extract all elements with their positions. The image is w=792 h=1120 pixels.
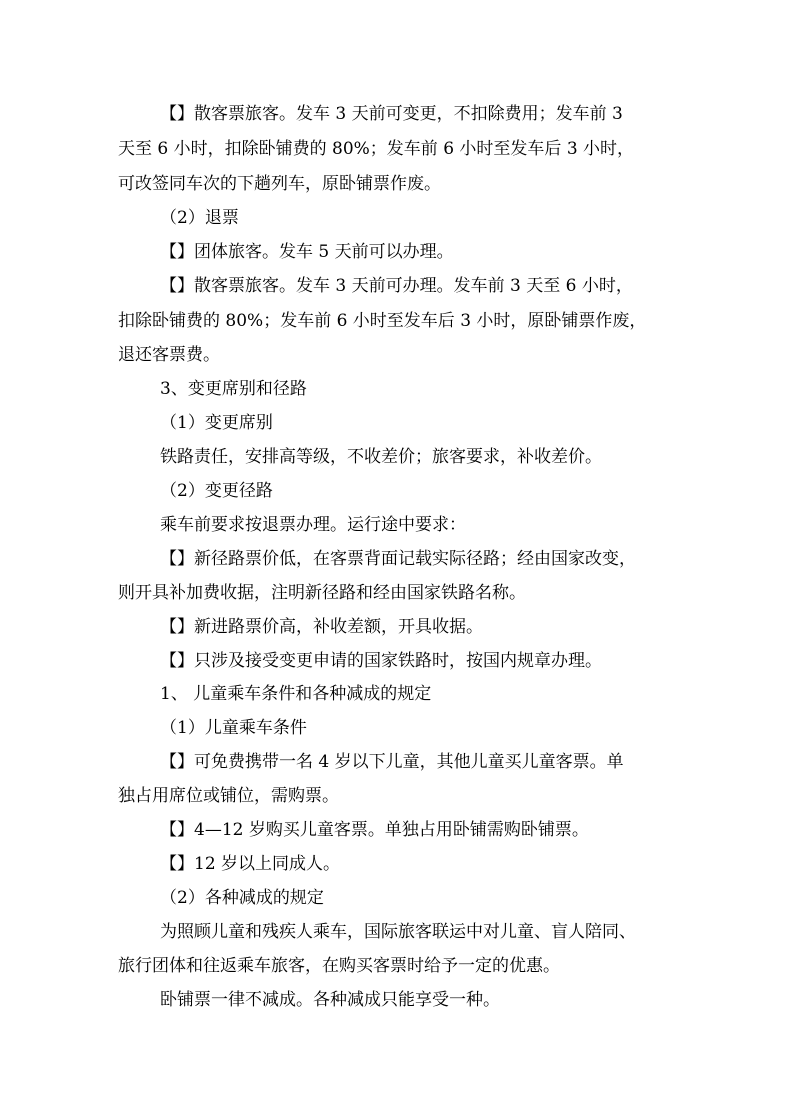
subsection-heading: （2）变更径路 xyxy=(160,481,273,501)
subsection-heading: （1）儿童乘车条件 xyxy=(160,718,307,738)
paragraph-line: 卧铺票一律不减成。各种减成只能享受一种。 xyxy=(160,990,500,1010)
subsection-heading: （2）退票 xyxy=(160,208,239,228)
paragraph-line: 【】新径路票价低，在客票背面记载实际径路；经由国家改变， xyxy=(160,549,636,569)
paragraph-line: 【】散客票旅客。发车 3 天前可办理。发车前 3 天至 6 小时， xyxy=(160,276,633,296)
paragraph-line: 【】可免费携带一名 4 岁以下儿童，其他儿童买儿童客票。单 xyxy=(160,752,624,772)
paragraph-line: 扣除卧铺费的 80%；发车前 6 小时至发车后 3 小时，原卧铺票作废， xyxy=(118,311,647,331)
paragraph-line: 【】团体旅客。发车 5 天前可以办理。 xyxy=(160,242,454,262)
paragraph-line: 【】12 岁以上同成人。 xyxy=(160,854,341,874)
section-heading: 3、变更席别和径路 xyxy=(160,379,307,399)
paragraph-line: 【】散客票旅客。发车 3 天前可变更，不扣除费用；发车前 3 xyxy=(160,104,623,124)
subsection-heading: （2）各种减成的规定 xyxy=(160,888,324,908)
paragraph-line: 乘车前要求按退票办理。运行途中要求： xyxy=(160,515,466,535)
paragraph-line: 则开具补加费收据，注明新径路和经由国家铁路名称。 xyxy=(118,583,526,603)
subsection-heading: （1）变更席别 xyxy=(160,413,273,433)
paragraph-line: 【】4—12 岁购买儿童客票。单独占用卧铺需购卧铺票。 xyxy=(160,820,589,840)
paragraph-line: 【】只涉及接受变更申请的国家铁路时，按国内规章办理。 xyxy=(160,651,602,671)
section-heading: 1、 儿童乘车条件和各种减成的规定 xyxy=(160,684,432,704)
paragraph-line: 为照顾儿童和残疾人乘车，国际旅客联运中对儿童、盲人陪同、 xyxy=(160,922,636,942)
paragraph-line: 铁路责任，安排高等级，不收差价；旅客要求，补收差价。 xyxy=(160,447,602,467)
paragraph-line: 可改签同车次的下趟列车，原卧铺票作废。 xyxy=(118,174,441,194)
paragraph-line: 旅行团体和往返乘车旅客，在购买客票时给予一定的优惠。 xyxy=(118,956,560,976)
paragraph-line: 独占用席位或铺位，需购票。 xyxy=(118,786,339,806)
paragraph-line: 退还客票费。 xyxy=(118,345,220,365)
paragraph-line: 天至 6 小时，扣除卧铺费的 80%；发车前 6 小时至发车后 3 小时， xyxy=(118,139,635,159)
paragraph-line: 【】新进路票价高，补收差额，开具收据。 xyxy=(160,617,483,637)
